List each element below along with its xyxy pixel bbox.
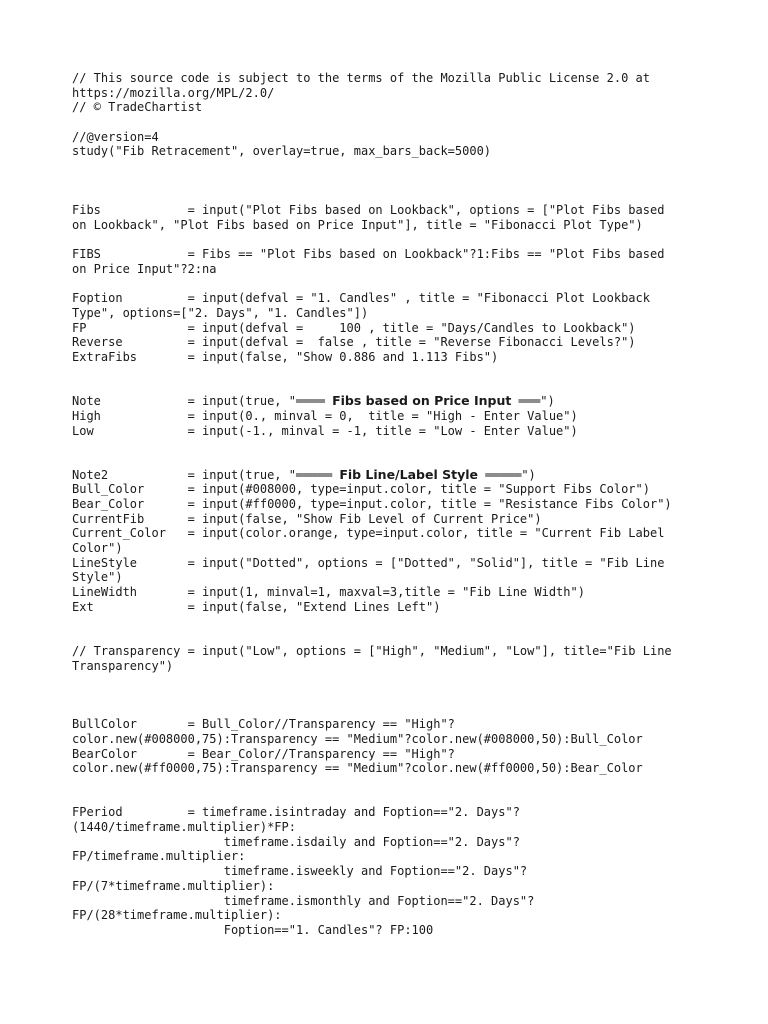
code-line: timeframe.isweekly and Foption=="2. Days"? xyxy=(72,864,528,879)
code-line: Current_Color = input(color.orange, type=input.color, title = "Current Fib Label xyxy=(72,526,665,541)
code-line-suffix: ═══") xyxy=(511,394,555,409)
code-line: Low = input(-1., minval = -1, title = "Low - Enter Value") xyxy=(72,423,578,438)
code-line: FP/timeframe.multiplier: xyxy=(72,849,246,864)
code-line: https://mozilla.org/MPL/2.0/ xyxy=(72,85,275,100)
code-line: on Lookback", "Plot Fibs based on Price Input"], title = "Fibonacci Plot Type") xyxy=(72,217,643,232)
code-line xyxy=(72,776,712,791)
code-line: ExtraFibs = input(false, "Show 0.886 and 1.113 Fibs") xyxy=(72,350,499,365)
code-line xyxy=(72,468,712,483)
code-line xyxy=(72,233,712,248)
code-line: color.new(#008000,75):Transparency == "Medium"?color.new(#008000,50):Bull_Color xyxy=(72,731,643,746)
code-line: FPeriod = timeframe.isintraday and Foption=="2. Days"? xyxy=(72,805,520,820)
code-line: study("Fib Retracement", overlay=true, max_bars_back=5000) xyxy=(72,144,492,159)
code-line xyxy=(72,673,712,688)
code-line: LineStyle = input("Dotted", options = ["Dotted", "Solid"], title = "Fib Line xyxy=(72,555,665,570)
source-code-block xyxy=(72,71,712,938)
code-line: LineWidth = input(1, minval=1, maxval=3,title = "Fib Line Width") xyxy=(72,585,585,600)
code-line xyxy=(72,614,712,629)
code-line: Foption=="1. Candles"? FP:100 xyxy=(72,922,434,937)
code-line: BearColor = Bear_Color//Transparency == "High"? xyxy=(72,746,455,761)
code-line xyxy=(72,438,712,453)
code-line: FP = input(defval = 100 , title = "Days/Candles to Lookback") xyxy=(72,320,636,335)
code-line: Bull_Color = input(#008000, type=input.color, title = "Support Fibs Color") xyxy=(72,482,650,497)
code-line: // This source code is subject to the terms of the Mozilla Public License 2.0 at xyxy=(72,71,650,85)
code-line: //@version=4 xyxy=(72,129,159,144)
code-line: Type", options=["2. Days", "1. Candles"]) xyxy=(72,306,369,320)
code-line xyxy=(72,703,712,718)
code-line xyxy=(72,791,712,806)
code-line: Foption = input(defval = "1. Candles" , title = "Fibonacci Plot Lookback xyxy=(72,291,650,306)
code-line xyxy=(72,277,712,292)
code-line xyxy=(72,174,712,189)
code-line xyxy=(72,394,712,409)
code-line: Bear_Color = input(#ff0000, type=input.color, title = "Resistance Fibs Color") xyxy=(72,496,672,511)
code-line xyxy=(72,189,712,204)
code-line: FIBS = Fibs == "Plot Fibs based on Lookback"?1:Fibs == "Plot Fibs based xyxy=(72,247,665,262)
code-line: Style") xyxy=(72,570,123,585)
code-line xyxy=(72,115,712,130)
code-line xyxy=(72,159,712,174)
code-line xyxy=(72,688,712,703)
code-line: on Price Input"?2:na xyxy=(72,261,217,276)
code-line xyxy=(72,453,712,468)
code-line-prefix: Note2 = input(true, "═════ xyxy=(72,467,340,482)
code-line: FP/(28*timeframe.multiplier): xyxy=(72,908,282,923)
code-line: Ext = input(false, "Extend Lines Left") xyxy=(72,599,441,614)
code-line xyxy=(72,365,712,380)
code-line: Color") xyxy=(72,541,123,555)
code-line xyxy=(72,629,712,644)
section-heading-text: Fibs based on Price Input xyxy=(332,393,512,409)
code-line: (1440/timeframe.multiplier)*FP: xyxy=(72,820,296,835)
code-line-prefix: Note = input(true, "════ xyxy=(72,394,333,409)
code-line: color.new(#ff0000,75):Transparency == "Medium"?color.new(#ff0000,50):Bear_Color xyxy=(72,761,643,776)
code-line-suffix: ═════") xyxy=(477,467,536,482)
code-line: timeframe.ismonthly and Foption=="2. Days"? xyxy=(72,893,535,908)
code-line: // © TradeChartist xyxy=(72,100,203,115)
code-line: Transparency") xyxy=(72,658,174,673)
code-line: Fibs = input("Plot Fibs based on Lookback", options = ["Plot Fibs based xyxy=(72,203,665,218)
code-line: BullColor = Bull_Color//Transparency == "High"? xyxy=(72,717,455,732)
code-line: Reverse = input(defval = false , title = "Reverse Fibonacci Levels?") xyxy=(72,335,636,350)
code-line: timeframe.isdaily and Foption=="2. Days"? xyxy=(72,834,520,849)
section-heading-text: Fib Line/Label Style xyxy=(339,466,478,482)
code-line: // Transparency = input("Low", options = ["High", "Medium", "Low"], title="Fib Line xyxy=(72,643,672,658)
code-line: High = input(0., minval = 0, title = "High - Enter Value") xyxy=(72,408,578,423)
code-line xyxy=(72,379,712,394)
code-line: CurrentFib = input(false, "Show Fib Level of Current Price") xyxy=(72,511,542,526)
code-line: FP/(7*timeframe.multiplier): xyxy=(72,878,275,893)
